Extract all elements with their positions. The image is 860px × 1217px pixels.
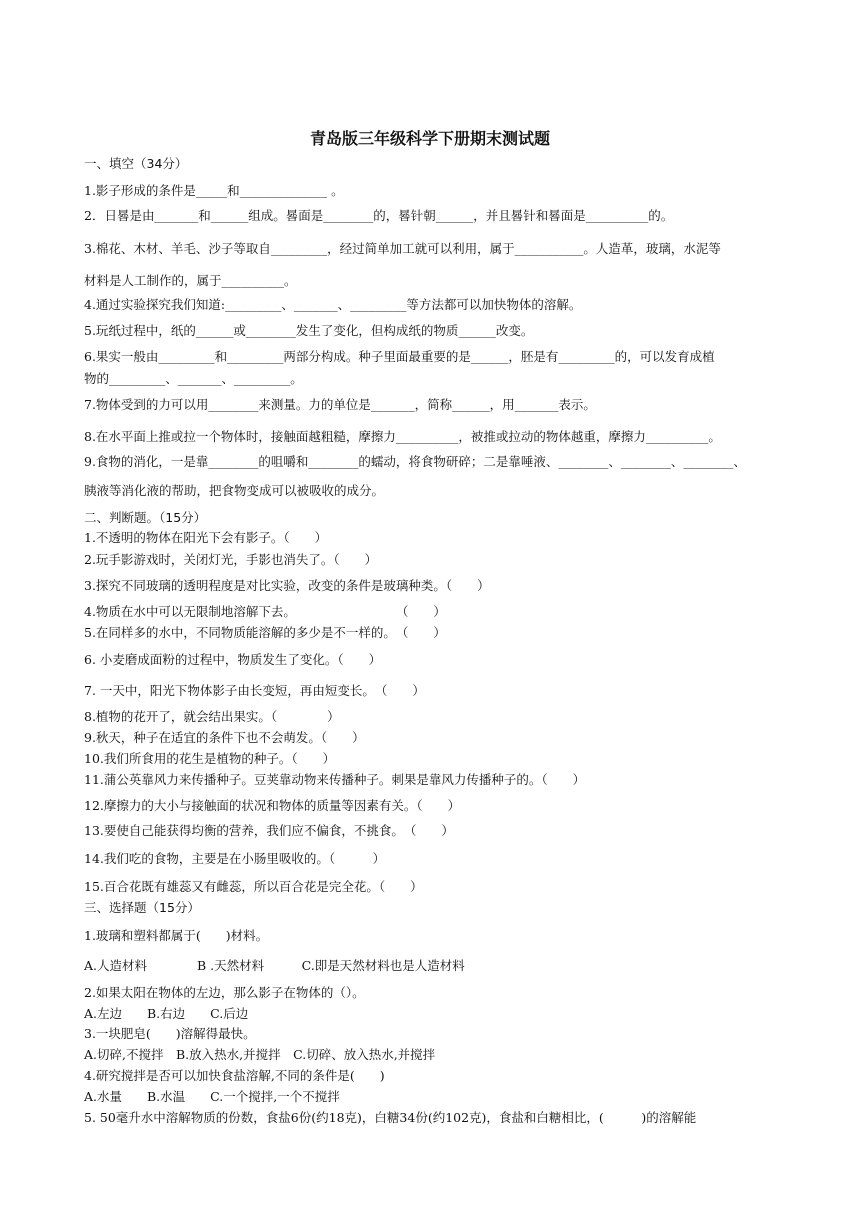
page-title: 青岛版三年级科学下册期末测试题 [309, 129, 550, 148]
fill-item: 胰液等消化液的帮助，把食物变成可以被吸收的成分。 [84, 483, 385, 498]
judge-item: 11.蒲公英靠风力来传播种子。豆荚靠动物来传播种子。刺果是靠风力传播种子的。（ ） [84, 772, 586, 787]
judge-item: 12.摩擦力的大小与接触面的状况和物体的质量等因素有关。（ ） [84, 798, 461, 813]
choice-item: 1.玻璃和塑料都属于( )材料。 [84, 928, 269, 943]
choice-item: 4.研究搅拌是否可以加快食盐溶解,不同的条件是( ) [84, 1068, 385, 1083]
choice-item: 3.一块肥皂( )溶解得最快。 [84, 1026, 256, 1041]
judge-item: 10.我们所食用的花生是植物的种子。（ ） [84, 751, 336, 766]
choice-item: A.左边 B.右边 C.后边 [84, 1006, 249, 1021]
judge-item: 13.要使自己能获得均衡的营养，我们应不偏食，不挑食。 （ ） [84, 823, 454, 838]
choice-item: 2.如果太阳在物体的左边，那么影子在物体的（）。 [84, 985, 365, 1000]
fill-item: 1.影子形成的条件是_____和______________ 。 [84, 183, 344, 198]
fill-item: 9.食物的消化，一是靠________的咀嚼和________的蠕动，将食物研碎；二是靠唾液、________、________、________、 [84, 454, 746, 469]
judge-item: 2.玩手影游戏时，关闭灯光，手影也消失了。（ ） [84, 552, 378, 567]
choice-item: 5. 50毫升水中溶解物质的份数，食盐6份(约18克)，白糖34份(约102克)，食盐和白糖相比，( )的溶解能 [84, 1110, 697, 1125]
section-heading-choice: 三、选择题（15分） [84, 900, 200, 915]
judge-item: 7. 一天中，阳光下物体影子由长变短，再由短变长。 （ ） [84, 683, 425, 698]
judge-item: 9.秋天，种子在适宜的条件下也不会萌发。（ ） [84, 730, 365, 745]
judge-item: 5.在同样多的水中，不同物质能溶解的多少是不一样的。 （ ） [84, 625, 446, 640]
fill-item: 2．日晷是由_______和______组成。晷面是________的，晷针朝______，并且晷针和晷面是__________的。 [84, 208, 674, 223]
judge-item: 15.百合花既有雄蕊又有雌蕊，所以百合花是完全花。（ ） [84, 879, 423, 894]
judge-item: 14.我们吃的食物，主要是在小肠里吸收的。（ ） [84, 851, 386, 866]
section-heading-fill: 一、填空（34分） [84, 156, 188, 171]
judge-item: 1.不透明的物体在阳光下会有影子。（ ） [84, 530, 328, 545]
fill-item: 5.玩纸过程中，纸的______或________发生了变化，但构成纸的物质______改变。 [84, 323, 534, 338]
choice-item: A.人造材料 B .天然材料 C.即是天然材料也是人造材料 [84, 958, 465, 973]
judge-item: 4.物质在水中可以无限制地溶解下去。 （ ） [84, 604, 446, 619]
judge-item: 3.探究不同玻璃的透明程度是对比实验，改变的条件是玻璃种类。（ ） [84, 578, 490, 593]
judge-item: 8.植物的花开了，就会结出果实。（ ） [84, 709, 340, 724]
judge-item: 6. 小麦磨成面粉的过程中，物质发生了变化。（ ） [84, 652, 382, 667]
choice-item: A.切碎,不搅拌 B.放入热水,并搅拌 C.切碎、放入热水,并搅拌 [84, 1047, 436, 1062]
fill-item: 4.通过实验探究我们知道:_________、_______、_________等方法都可以加快物体的溶解。 [84, 297, 582, 312]
fill-item: 物的_________、_______、_________。 [84, 371, 303, 386]
fill-item: 3.棉花、木材、羊毛、沙子等取自_________，经过简单加工就可以利用，属于___________。人造革，玻璃，水泥等 [84, 241, 721, 256]
fill-item: 6.果实一般由_________和_________两部分构成。种子里面最重要的是______，胚是有_________的，可以发育成植 [84, 349, 715, 364]
fill-item: 8.在水平面上推或拉一个物体时，接触面越粗糙，摩擦力__________，被推或拉动的物体越重，摩擦力__________。 [84, 429, 721, 444]
choice-item: A.水量 B.水温 C.一个搅拌,一个不搅拌 [84, 1089, 340, 1104]
fill-item: 7.物体受到的力可以用________来测量。力的单位是_______，简称______，用_______表示。 [84, 397, 596, 412]
fill-item: 材料是人工制作的，属于__________。 [84, 273, 297, 288]
section-heading-judge: 二、判断题。（15分） [84, 510, 207, 525]
